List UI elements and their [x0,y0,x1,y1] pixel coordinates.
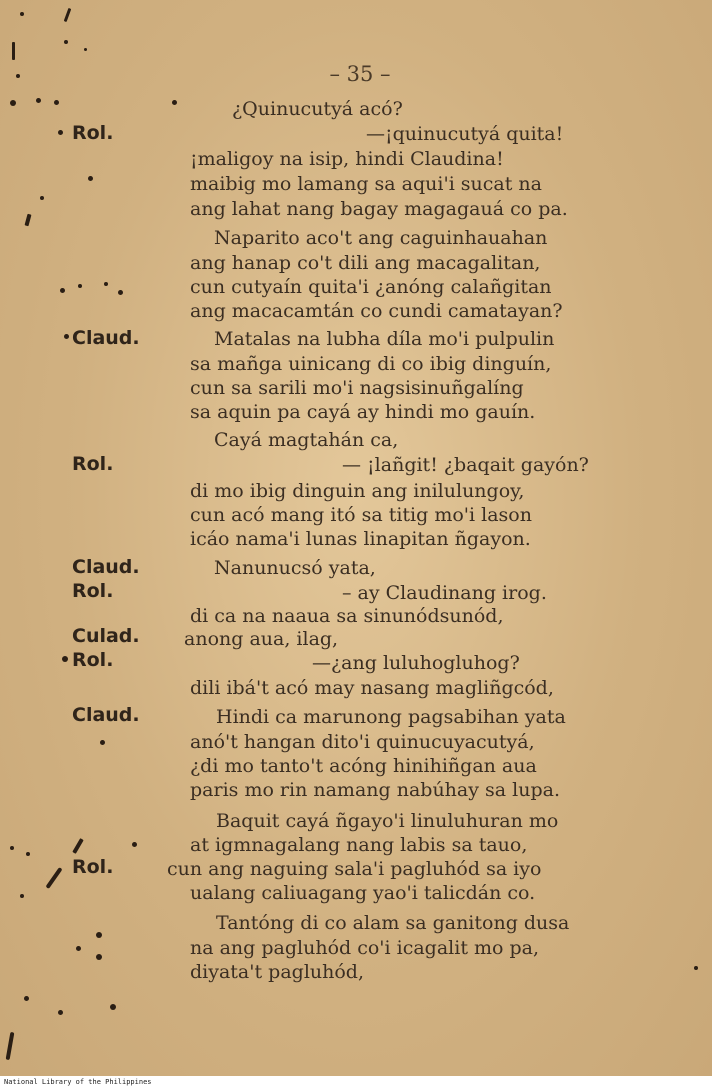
speaker-label: Claud. [72,327,140,349]
ink-speck [132,842,137,847]
text-line: ¿Quinucutyá acó? [232,98,403,120]
text-line: cun sa sarili mo'i nagsisinuñgalíng [190,377,524,399]
text-line: na ang pagluhód co'i icagalit mo pa, [190,937,540,959]
ink-speck [100,740,105,745]
ink-speck [64,8,72,22]
ink-speck [58,130,63,135]
text-line: Nanunucsó yata, [214,557,376,579]
ink-speck [96,954,102,960]
ink-speck [58,1010,63,1015]
ink-speck [20,12,24,16]
ink-speck [25,214,32,227]
text-line: sa aquin pa cayá ay hindi mo gauín. [190,401,536,423]
ink-speck [62,656,68,662]
ink-speck [40,196,44,200]
ink-speck [24,996,29,1001]
ink-speck [104,282,108,286]
text-line: ang macacamtán co cundi camatayan? [190,300,563,322]
ink-speck [64,334,69,339]
ink-speck [172,100,177,105]
ink-speck [64,40,68,44]
text-line: ualang caliuagang yao'i talicdán co. [190,882,536,904]
text-line: dili ibá't acó may nasang magliñgcód, [190,677,554,699]
ink-speck [72,838,83,854]
ink-speck [45,867,62,889]
speaker-label: Rol. [72,580,114,602]
text-line: ¡maligoy na isip, hindi Claudina! [190,148,504,170]
text-line: anong aua, ilag, [184,628,339,650]
text-line: anó't hangan dito'i quinucuyacutyá, [190,731,535,753]
text-line: —¡quinucutyá quita! [366,123,564,145]
speaker-label: Rol. [72,122,114,144]
text-line: Matalas na lubha díla mo'i pulpulin [214,328,555,350]
text-line: — ¡lañgit! ¿baqait gayón? [342,454,589,476]
text-line: paris mo rin namang nabúhay sa lupa. [190,779,560,801]
ink-speck [110,1004,116,1010]
speaker-label: Rol. [72,649,114,671]
ink-speck [26,852,30,856]
ink-speck [60,288,65,293]
text-line: ang hanap co't dili ang macagalitan, [190,252,541,274]
text-line: ¿di mo tanto't acóng hinihiñgan aua [190,755,537,777]
text-line: Cayá magtahán ca, [214,429,399,451]
text-line: sa mañga uinicang di co ibig dinguín, [190,353,552,375]
text-line: —¿ang luluhogluhog? [312,652,520,674]
text-line: Hindi ca marunong pagsabihan yata [216,706,566,728]
speaker-label: Claud. [72,556,140,578]
speaker-label: Rol. [72,453,114,475]
ink-speck [118,290,123,295]
text-line: at igmnagalang nang labis sa tauo, [190,834,528,856]
ink-speck [76,946,81,951]
speaker-label: Culad. [72,625,140,647]
text-line: – ay Claudinang irog. [342,582,547,604]
ink-speck [88,176,93,181]
text-line: ang lahat nang bagay magagauá co pa. [190,198,568,220]
text-line: cun ang naguing sala'i pagluhód sa iyo [167,858,542,880]
text-line: Baquit cayá ñgayo'i linuluhuran mo [216,810,559,832]
text-line: icáo nama'i lunas linapitan ñgayon. [190,528,531,550]
text-line: Naparito aco't ang caguinhauahan [214,227,548,249]
text-line: di ca na naaua sa sinunódsunód, [190,605,504,627]
ink-speck [16,74,20,78]
ink-speck [54,100,59,105]
ink-speck [84,48,87,51]
text-line: maibig mo lamang sa aqui'i sucat na [190,173,543,195]
text-line: diyata't pagluhód, [190,961,365,983]
speaker-label: Rol. [72,856,114,878]
ink-speck [96,932,102,938]
ink-speck [78,284,82,288]
footer-credit: National Library of the Philippines [4,1078,152,1086]
ink-speck [36,98,41,103]
ink-speck [10,846,14,850]
text-line: di mo ibig dinguin ang inilulungoy, [190,480,525,502]
ink-speck [10,100,16,106]
ink-speck [694,966,698,970]
text-line: cun cutyaín quita'i ¿anóng calañgitan [190,276,552,298]
page-number: – 35 – [329,62,391,86]
ink-speck [20,894,24,898]
text-line: Tantóng di co alam sa ganitong dusa [216,912,570,934]
text-line: cun acó mang itó sa titig mo'i lason [190,504,532,526]
ink-speck [6,1032,15,1060]
ink-speck [12,42,15,60]
speaker-label: Claud. [72,704,140,726]
